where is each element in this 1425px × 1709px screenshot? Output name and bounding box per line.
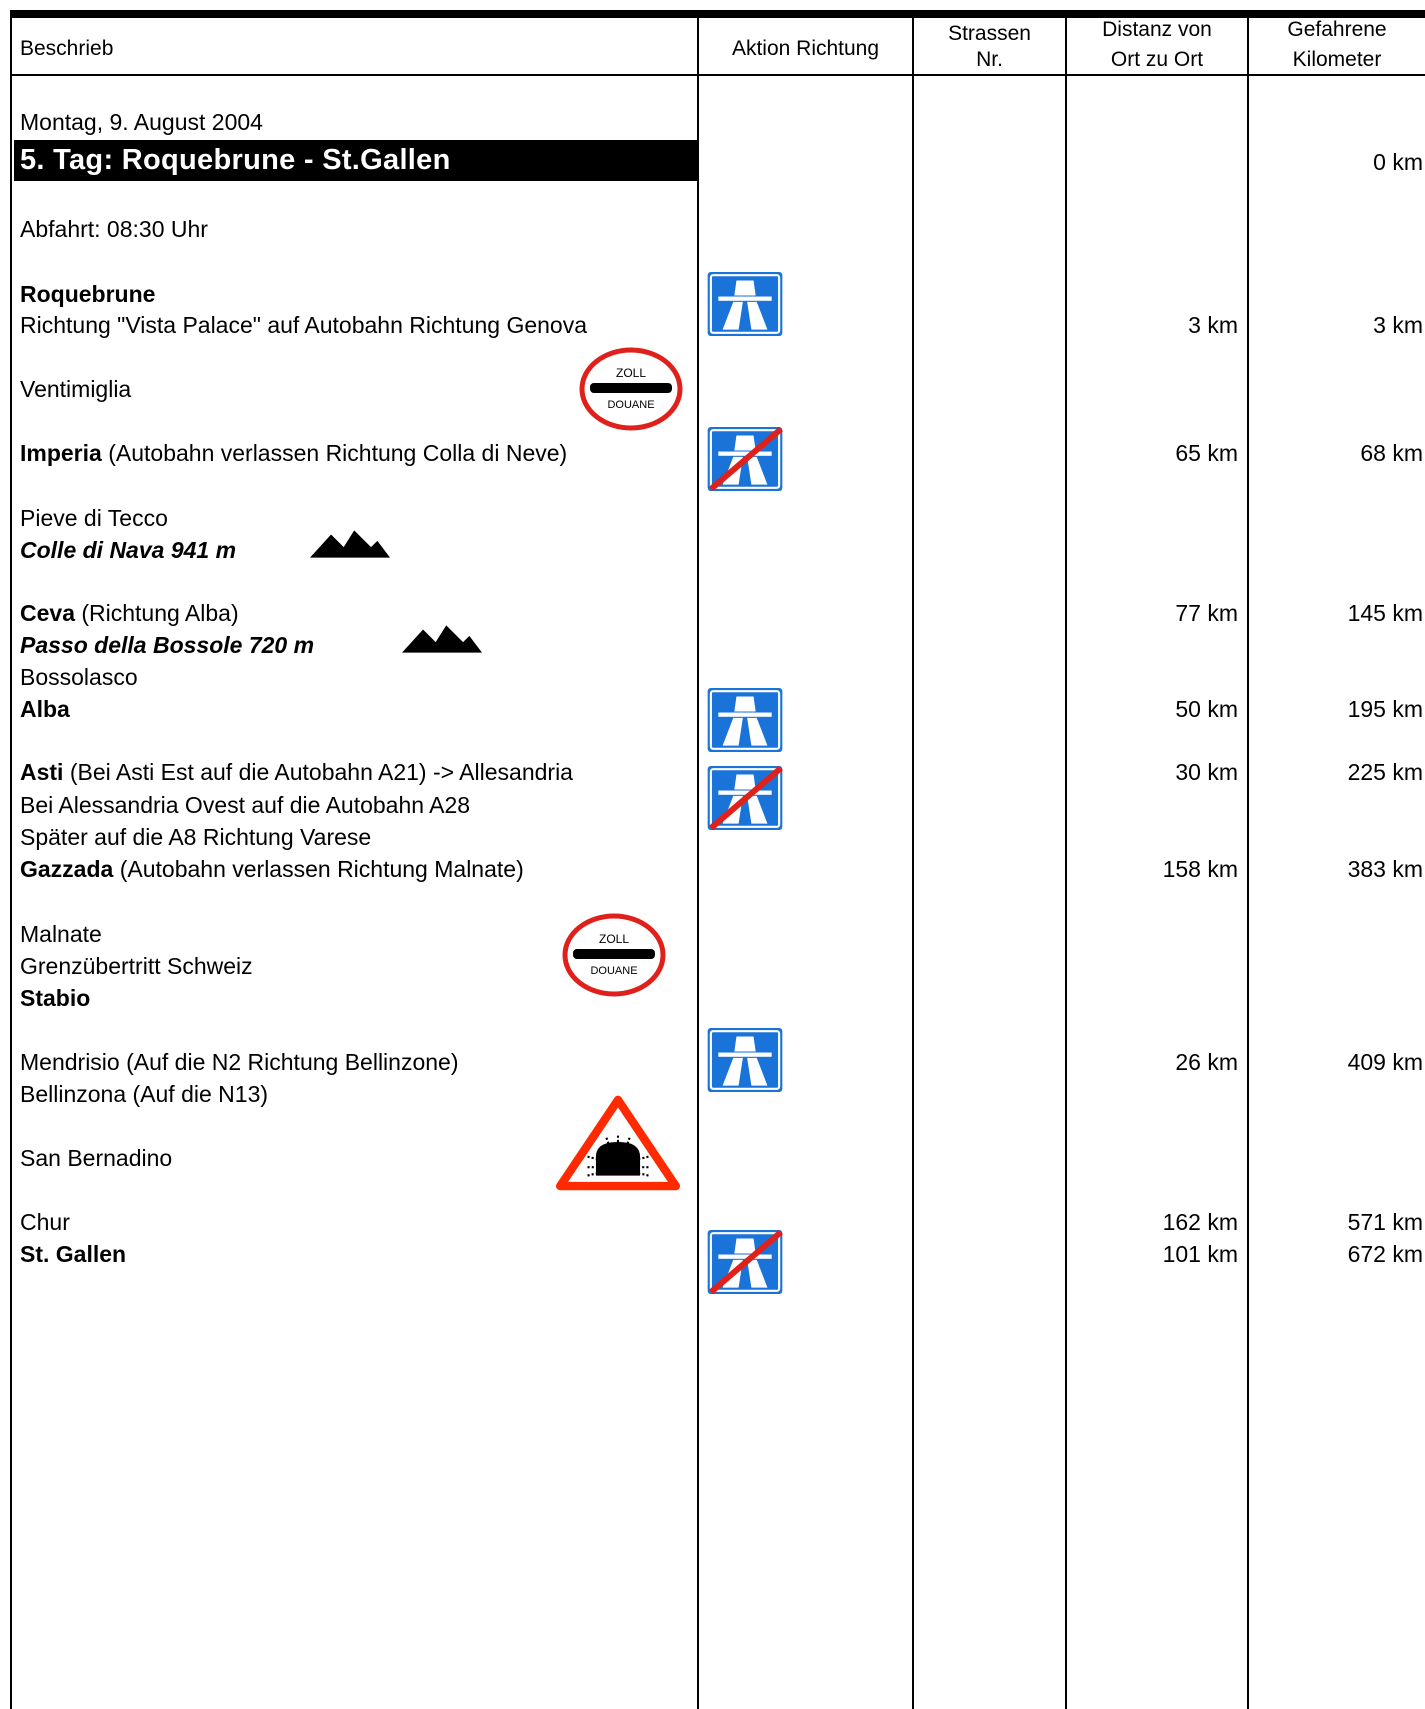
header-beschrieb: Beschrieb [20,37,114,60]
customs-label-top: ZOLL [615,366,647,380]
mountain-pass-icon [402,625,482,653]
customs-label-top: ZOLL [598,932,630,946]
motorway-icon [707,688,783,752]
header-gefahrene-line2: Kilometer [1292,48,1382,71]
total-km-value: 571 km [1347,1209,1423,1235]
table-left-border [10,18,12,1709]
route-detail: Richtung "Vista Palace" auf Autobahn Richtung Genova [20,312,588,338]
customs-label-bottom: DOUANE [607,399,655,411]
distance-value: 26 km [1175,1049,1238,1075]
place-bossolasco: Bossolasco [20,664,138,690]
day-title: 5. Tag: Roquebrune - St.Gallen [14,140,697,181]
header-strassen-line2: Nr. [976,48,1003,71]
total-km-value: 225 km [1347,759,1423,785]
tunnel-warning-icon [556,1095,680,1191]
header-distanz-line2: Ort zu Ort [1110,48,1204,71]
place-stabio: Stabio [20,985,91,1011]
header-aktion-richtung: Aktion Richtung [731,37,880,60]
place-st-gallen: St. Gallen [20,1241,127,1267]
distance-value: 30 km [1175,759,1238,785]
start-total-km: 0 km [1373,149,1423,175]
place-alba: Alba [20,696,70,722]
distance-value: 158 km [1162,856,1238,882]
distance-value: 65 km [1175,440,1238,466]
distance-value: 77 km [1175,600,1238,626]
motorway-end-icon [707,1230,783,1294]
motorway-end-icon [707,766,783,830]
column-divider [912,18,914,1709]
place-roquebrune: Roquebrune [20,281,156,307]
place-bellinzona: Bellinzona (Auf die N13) [20,1081,269,1107]
total-km-value: 3 km [1373,312,1423,338]
header-gefahrene-line1: Gefahrene [1287,18,1387,41]
place-pieve-di-tecco: Pieve di Tecco [20,505,168,531]
place-mendrisio: Mendrisio (Auf die N2 Richtung Bellinzone) [20,1049,459,1075]
mountain-pass-colle-di-nava: Colle di Nava 941 m [20,537,237,563]
distance-value: 162 km [1162,1209,1238,1235]
border-crossing: Grenzübertritt Schweiz [20,953,253,979]
total-km-value: 409 km [1347,1049,1423,1075]
customs-icon [578,346,684,432]
column-divider [697,18,699,1709]
place-san-bernadino: San Bernadino [20,1145,173,1171]
route-a8: Später auf die A8 Richtung Varese [20,824,372,850]
total-km-value: 383 km [1347,856,1423,882]
day-date: Montag, 9. August 2004 [20,109,263,135]
total-km-value: 672 km [1347,1241,1423,1267]
place-gazzada: Gazzada (Autobahn verlassen Richtung Malnate) [20,856,524,882]
total-km-value: 145 km [1347,600,1423,626]
column-divider [1247,18,1249,1709]
distance-value: 101 km [1162,1241,1238,1267]
route-alessandria: Bei Alessandria Ovest auf die Autobahn A28 [20,792,471,818]
header-divider [10,74,1425,76]
customs-label-bottom: DOUANE [590,965,638,977]
mountain-pass-passo-della-bossole: Passo della Bossole 720 m [20,632,315,658]
distance-value: 50 km [1175,696,1238,722]
distance-value: 3 km [1188,312,1238,338]
place-asti: Asti (Bei Asti Est auf die Autobahn A21) -> Allesandria [20,759,573,785]
place-ventimiglia: Ventimiglia [20,376,132,402]
motorway-icon [707,272,783,336]
place-imperia: Imperia (Autobahn verlassen Richtung Colla di Neve) [20,440,568,466]
place-malnate: Malnate [20,921,102,947]
departure-time: Abfahrt: 08:30 Uhr [20,216,208,242]
place-ceva: Ceva (Richtung Alba) [20,600,239,626]
total-km-value: 195 km [1347,696,1423,722]
header-strassen-line1: Strassen [948,22,1031,45]
motorway-icon [707,1028,783,1092]
customs-icon [561,912,667,998]
header-distanz-line1: Distanz von [1102,18,1212,41]
total-km-value: 68 km [1360,440,1423,466]
motorway-end-icon [707,427,783,491]
place-chur: Chur [20,1209,70,1235]
mountain-pass-icon [310,530,390,558]
column-divider [1065,18,1067,1709]
